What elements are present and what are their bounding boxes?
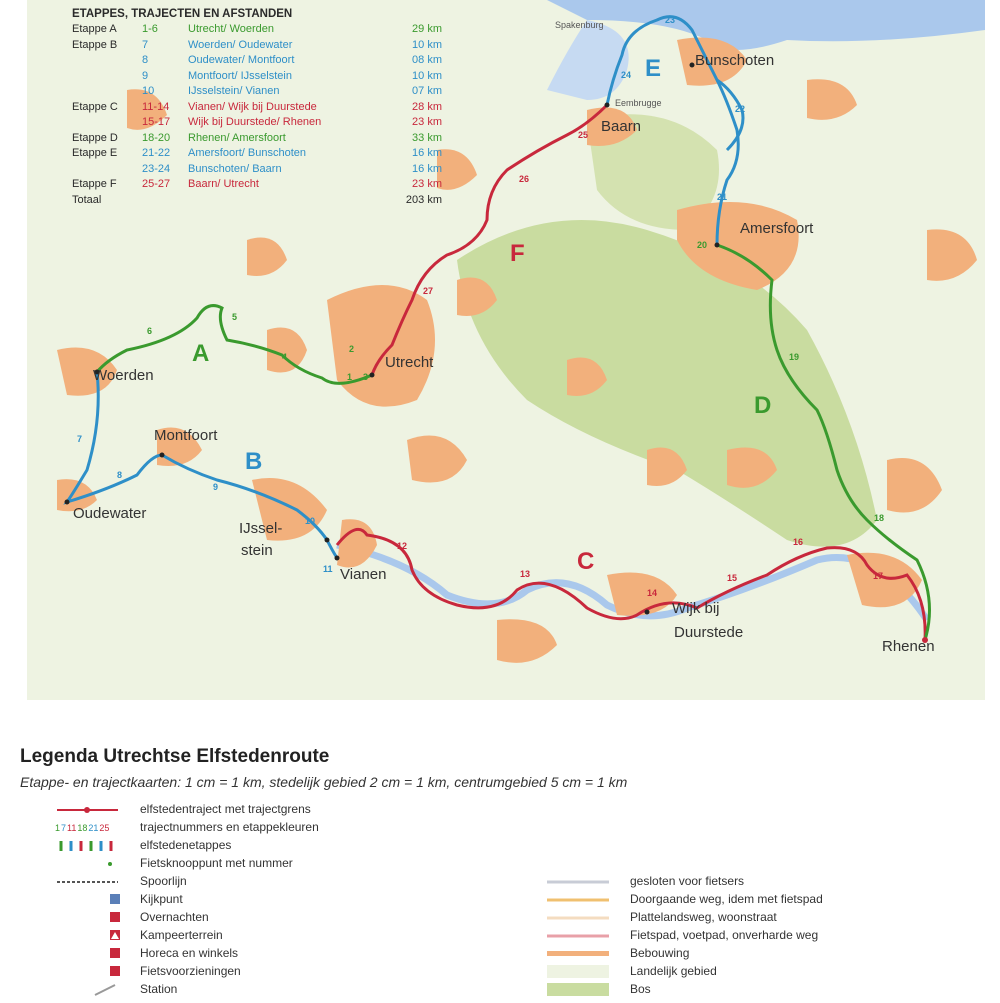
segment-number: 16	[793, 537, 804, 547]
table-row	[72, 162, 442, 178]
stage-name: Etappe D	[72, 131, 118, 144]
segment-number: 6	[147, 326, 153, 336]
segment-number: 22	[735, 104, 746, 114]
segment-number: 7	[77, 434, 83, 444]
distance-value: 10 km	[412, 38, 442, 51]
distance-value: 203 km	[405, 193, 442, 206]
town-label-ijsselstein-1: IJssel-	[239, 520, 283, 537]
distance-value: 23 km	[412, 178, 442, 190]
stage-name: Etappe B	[72, 38, 118, 51]
strip-number: 7	[61, 823, 67, 833]
junction-icon	[55, 855, 120, 872]
legend-panel	[0, 740, 1000, 1000]
place-label-spakenburg: Spakenburg	[555, 20, 604, 30]
segment-number: 25	[578, 130, 589, 140]
stage-letter-b: B	[245, 448, 263, 475]
table-row	[72, 131, 442, 147]
route-name: Utrecht/ Woerden	[188, 23, 275, 35]
route-name: Wijk bij Duurstede/ Rhenen	[188, 116, 322, 128]
segment-number: 15	[727, 573, 738, 583]
legend-label: Bos	[630, 982, 651, 996]
legend-scale-note: Etappe- en trajectkaarten: 1 cm = 1 km, stedelijk gebied 2 cm = 1 km, centrumgebied 5 cm = 1 km	[20, 774, 628, 790]
distance-value: 10 km	[412, 69, 442, 82]
stage-name: Etappe C	[72, 100, 118, 113]
route-name: Bunschoten/ Baarn	[188, 162, 282, 175]
cafe-icon	[55, 945, 120, 962]
table-title: ETAPPES, TRAJECTEN EN AFSTANDEN	[72, 8, 293, 20]
legend-swatch	[545, 909, 610, 926]
stage-letter-d: D	[754, 392, 772, 419]
stage-dashes-icon	[55, 837, 120, 854]
segment-range: 11-14	[142, 100, 170, 113]
segment-range: 9	[142, 69, 149, 82]
legend-title: Legenda Utrechtse Elfstedenroute	[20, 746, 330, 767]
segment-number: 17	[873, 571, 884, 581]
place-label-eembrugge: Eembrugge	[615, 98, 662, 108]
segment-number: 20	[697, 240, 708, 250]
strip-number: 25	[99, 823, 110, 833]
table-row	[72, 22, 442, 38]
distance-value: 08 km	[412, 54, 442, 66]
segment-number: 26	[519, 174, 530, 184]
stage-letter-c: C	[577, 548, 595, 575]
segment-number: 3	[363, 372, 369, 382]
strip-number: 11	[67, 823, 77, 833]
table-row	[72, 177, 442, 193]
town-label-wijk-1: Wijk bij	[672, 600, 720, 617]
strip-number: 21	[88, 823, 99, 833]
legend-label: Fietsknooppunt met nummer	[140, 856, 293, 870]
segment-range: 25-27	[142, 178, 171, 190]
stage-name: Etappe E	[72, 147, 118, 159]
number-strip-icon	[55, 819, 120, 836]
table-row	[72, 38, 442, 54]
legend-label: Doorgaande weg, idem met fietspad	[630, 892, 823, 906]
legend-swatch	[545, 891, 610, 908]
segment-range: 7	[142, 38, 149, 51]
segment-range: 23-24	[142, 162, 171, 175]
segment-number: 24	[621, 70, 632, 80]
stage-letter-a: A	[192, 340, 210, 367]
railway-icon	[55, 873, 120, 890]
strip-number: 1	[55, 823, 61, 833]
stage-letter-e: E	[645, 55, 662, 82]
legend-label: Fietspad, voetpad, onverharde weg	[630, 928, 819, 942]
town-label-vianen: Vianen	[340, 566, 387, 583]
segment-number: 5	[232, 312, 238, 322]
segment-range: 8	[142, 54, 149, 66]
legend-label: elfstedentraject met trajectgrens	[140, 802, 311, 816]
strip-number: 18	[77, 823, 88, 833]
route-name: Vianen/ Wijk bij Duurstede	[188, 100, 317, 113]
legend-label: Fietsvoorzieningen	[140, 964, 241, 978]
legend-swatch	[545, 945, 610, 962]
table-row	[72, 115, 442, 131]
legend-label: Bebouwing	[630, 946, 690, 960]
segment-number: 2	[349, 344, 355, 354]
distance-value: 16 km	[412, 147, 442, 159]
legend-label: elfstedenetappes	[140, 838, 232, 852]
route-name: Woerden/ Oudewater	[188, 38, 293, 51]
route-name: Rhenen/ Amersfoort	[188, 131, 286, 144]
legend-label: Landelijk gebied	[630, 964, 717, 978]
stage-name: Etappe A	[72, 23, 117, 35]
distance-value: 29 km	[412, 23, 442, 35]
legend-label: Overnachten	[140, 910, 209, 924]
table-row	[72, 84, 442, 100]
town-label-oudewater: Oudewater	[73, 505, 147, 522]
legend-label: trajectnummers en etappekleuren	[140, 820, 319, 834]
route-name: IJsselstein/ Vianen	[188, 85, 280, 97]
legend-swatch	[545, 927, 610, 944]
table-row	[72, 193, 442, 209]
route-name: Montfoort/ IJsselstein	[188, 69, 292, 82]
stage-name: Etappe F	[72, 178, 117, 190]
legend-label: Kampeerterrein	[140, 928, 223, 942]
segment-number: 23	[665, 15, 676, 25]
stage-name: Totaal	[72, 193, 102, 206]
segment-range: 18-20	[142, 131, 171, 144]
legend-label: Station	[140, 982, 178, 996]
table-rows	[72, 22, 442, 208]
table-row	[72, 69, 442, 85]
town-label-ijsselstein-2: stein	[241, 542, 273, 559]
distance-value: 07 km	[412, 85, 442, 97]
route-name: Baarn/ Utrecht	[188, 178, 259, 190]
route-name: Oudewater/ Montfoort	[188, 54, 295, 66]
segment-number: 21	[717, 192, 728, 202]
distance-value: 28 km	[412, 100, 442, 113]
bicycle-icon	[55, 963, 120, 980]
town-label-baarn: Baarn	[601, 118, 642, 135]
segment-number: 27	[423, 286, 434, 296]
legend-swatch	[545, 981, 610, 998]
segment-number: 18	[874, 513, 885, 523]
segment-number: 12	[397, 541, 408, 551]
segment-range: 21-22	[142, 147, 171, 159]
town-label-bunschoten: Bunschoten	[695, 52, 775, 69]
segment-range: 1-6	[142, 23, 158, 35]
stage-distance-table	[72, 8, 442, 208]
legend-swatch	[545, 963, 610, 980]
segment-number: 10	[305, 516, 316, 526]
distance-value: 33 km	[412, 131, 442, 144]
segment-number: 19	[789, 352, 800, 362]
town-label-wijk-2: Duurstede	[674, 624, 744, 641]
town-label-montfoort: Montfoort	[154, 427, 218, 444]
segment-number: 8	[117, 470, 123, 480]
town-label-woerden: Woerden	[93, 367, 154, 384]
town-label-amersfoort: Amersfoort	[740, 220, 814, 237]
segment-range: 10	[142, 85, 155, 97]
legend-label: Horeca en winkels	[140, 946, 239, 960]
segment-number: 14	[647, 588, 658, 598]
table-row	[72, 146, 442, 162]
legend-label: Kijkpunt	[140, 892, 183, 906]
stage-letter-f: F	[510, 240, 525, 267]
town-label-utrecht: Utrecht	[385, 354, 434, 371]
segment-number: 13	[520, 569, 531, 579]
table-row	[72, 53, 442, 69]
tent-icon	[55, 927, 120, 944]
viewpoint-icon	[55, 891, 120, 908]
table-row	[72, 100, 442, 116]
town-label-rhenen: Rhenen	[882, 638, 935, 655]
segment-number: 1	[347, 372, 353, 382]
legend-label: Spoorlijn	[140, 874, 187, 888]
bed-icon	[55, 909, 120, 926]
segment-range: 15-17	[142, 116, 171, 128]
segment-number: 11	[323, 564, 333, 574]
legend-label: gesloten voor fietsers	[630, 874, 745, 888]
legend-swatch	[545, 873, 610, 890]
route-line-icon	[55, 801, 120, 818]
segment-number: 4	[282, 352, 288, 362]
distance-value: 23 km	[412, 116, 442, 128]
station-icon	[55, 981, 120, 998]
legend-label: Plattelandsweg, woonstraat	[630, 910, 777, 924]
distance-value: 16 km	[412, 162, 442, 175]
route-name: Amersfoort/ Bunschoten	[188, 147, 307, 159]
segment-number: 9	[213, 482, 219, 492]
